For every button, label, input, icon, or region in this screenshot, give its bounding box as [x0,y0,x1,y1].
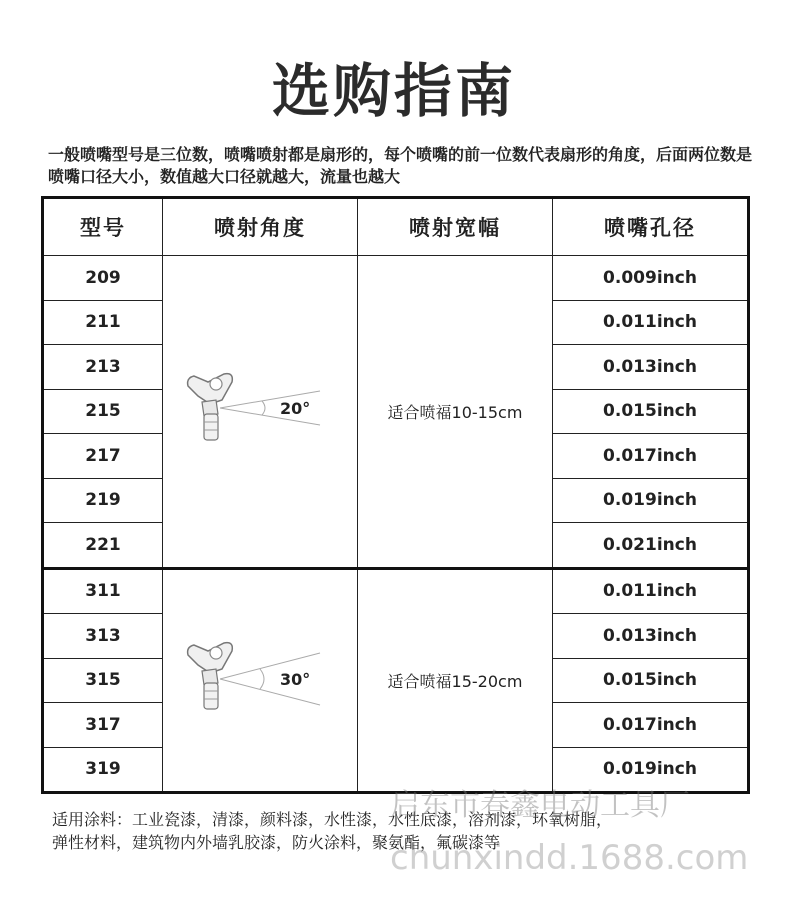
model-cell: 221 [43,523,163,569]
orifice-cell: 0.017inch [553,703,749,748]
footer-line-1: 适用涂料：工业瓷漆，清漆，颜料漆，水性漆，水性底漆，溶剂漆，环氧树脂， [52,810,613,829]
table-row [43,568,749,614]
model-cell: 213 [43,345,163,390]
orifice-cell: 0.011inch [553,300,749,345]
intro-text: 一般喷嘴型号是三位数，喷嘴喷射都是扇形的，每个喷嘴的前一位数代表扇形的角度，后面两位数是喷嘴口径大小，数值越大口径就越大，流量也越大 [48,145,753,186]
model-cell: 217 [43,434,163,479]
model-cell: 315 [43,658,163,703]
model-cell: 311 [43,568,163,614]
angle-cell [163,568,358,793]
model-cell: 211 [43,300,163,345]
header-angle: 喷射角度 [163,198,358,256]
angle-label: 20° [280,399,311,419]
watermark-company: 启东市春鑫电动工具厂 [390,788,690,823]
model-cell: 319 [43,747,163,793]
model-cell: 313 [43,614,163,659]
orifice-cell: 0.015inch [553,389,749,434]
model-cell: 219 [43,478,163,523]
footer-line-2: 弹性材料，建筑物内外墙乳胶漆，防火涂料，聚氨酯，氟碳漆等 [52,833,501,852]
table-row [43,256,749,301]
orifice-cell: 0.013inch [553,345,749,390]
model-cell: 215 [43,389,163,434]
orifice-cell: 0.019inch [553,747,749,793]
orifice-cell: 0.019inch [553,478,749,523]
spray-width-cell: 适合喷福15-20cm [358,568,553,793]
orifice-cell: 0.013inch [553,614,749,659]
model-cell: 317 [43,703,163,748]
header-orifice: 喷嘴孔径 [553,198,749,256]
orifice-cell: 0.017inch [553,434,749,479]
angle-cell [163,256,358,569]
table-header-row [43,198,749,256]
spec-table [41,196,750,794]
page-title: 选购指南 [271,57,516,125]
watermark-site: chunxindd.1688.com [390,838,749,878]
angle-label: 30° [280,670,311,690]
orifice-cell: 0.009inch [553,256,749,301]
orifice-cell: 0.015inch [553,658,749,703]
spray-gun-tip-icon [180,625,340,735]
header-model: 型号 [43,198,163,256]
orifice-cell: 0.011inch [553,568,749,614]
header-width: 喷射宽幅 [358,198,553,256]
orifice-cell: 0.021inch [553,523,749,569]
spray-gun-tip-icon [180,356,340,466]
model-cell: 209 [43,256,163,301]
spray-width-cell: 适合喷福10-15cm [358,256,553,569]
